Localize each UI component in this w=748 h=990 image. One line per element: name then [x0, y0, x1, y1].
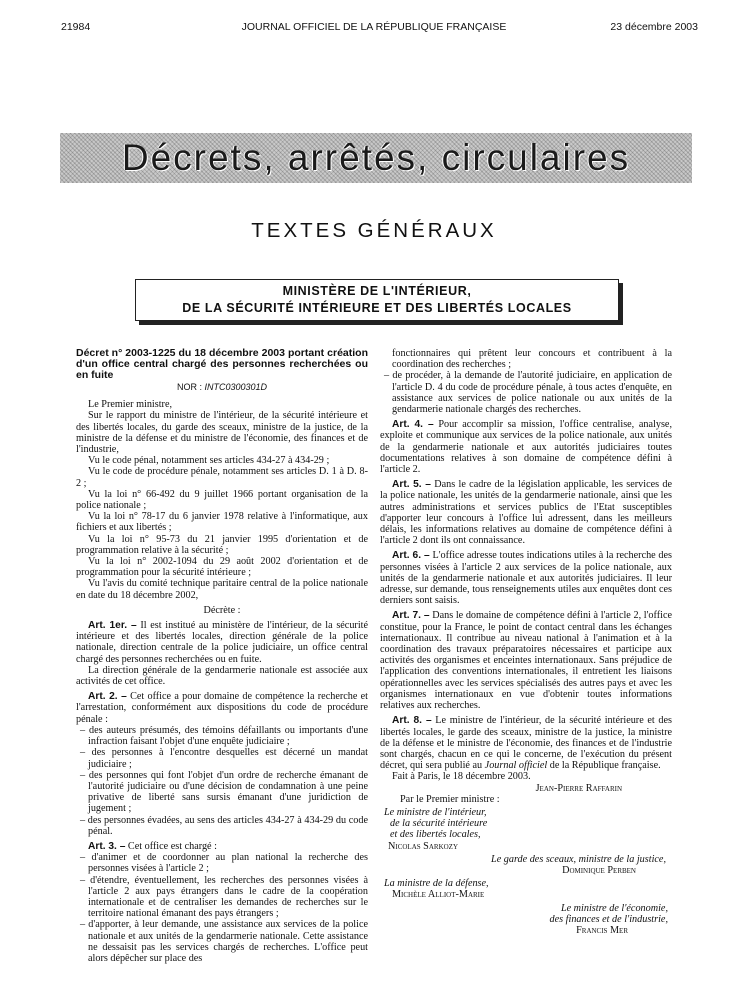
signatory-title: Le ministre de l'intérieur,: [384, 806, 487, 818]
article-text: Dans le cadre de la législation applicable, les services de la police nationale, les unités de la gendarmerie nationale, ainsi que les autres administrations et services publics de l'Etat susceptibles d'apporter leur concours à l'office lui adressent, dans les meilleurs délais, les informations relatives au domaine de compétence défini à l'article 2 dont ils ont connaissance.: [380, 479, 673, 547]
preamble-line: Vu la loi n° 95-73 du 21 janvier 1995 d'orientation et de programmation relative à la sécurité ;: [76, 533, 368, 556]
signatory-title: de la sécurité intérieure: [390, 818, 488, 830]
article-label: Art. 2. –: [88, 691, 127, 703]
list-continuation: fonctionnaires qui prêtent leur concours et contribuent à la coordination des recherches ;: [392, 348, 672, 371]
section-banner: [60, 133, 692, 183]
preamble-line: Le Premier ministre,: [88, 399, 173, 411]
ministry-line-2: DE LA SÉCURITÉ INTÉRIEURE ET DES LIBERTÉS LOCALES: [182, 301, 572, 315]
article-label: Art. 3. –: [88, 840, 126, 852]
nor-reference: [76, 382, 368, 393]
left-column: [76, 348, 368, 964]
ministry-box: [135, 279, 619, 321]
article-text: Pour accomplir sa mission, l'office centralise, analyse, exploite et communique aux services de la police nationale, aux unités de la gendarmerie nationale et aux autorités judiciaires toutes documentations relatives à son domaine de compétence défini à l'article 2.: [380, 419, 673, 476]
signature-block-economy: [380, 903, 672, 937]
article-8: [380, 715, 672, 771]
article-2: [76, 691, 368, 725]
signature-block-justice: [380, 854, 672, 876]
article-5: [380, 479, 672, 546]
list-item: – d'apporter, à leur demande, une assistance aux services de la police nationale et aux unités de la gendarmerie nationale. Cette assistance ne dessaisit pas les services chargés de recherches. L'office peut alors dépêcher sur place des: [80, 919, 368, 964]
preamble-line: Vu la loi n° 2002-1094 du 29 août 2002 d'orientation et de programmation pour la sécurité intérieure ;: [76, 556, 368, 579]
preamble-line: Vu le code de procédure pénale, notamment ses articles D. 1 à D. 8-2 ;: [76, 466, 368, 489]
preamble-line: Sur le rapport du ministre de l'intérieur, de la sécurité intérieure et des libertés locales, du garde des sceaux, ministre de la justice, de la ministre de la défense et du ministre de l'économie, des finances et de l'industrie,: [76, 410, 368, 456]
signatory-name: Dominique Perben: [562, 864, 636, 876]
article-4: [380, 419, 672, 475]
signatory-by: Par le Premier ministre :: [400, 793, 500, 805]
signatory-title: des finances et de l'industrie,: [549, 913, 668, 925]
signatory-name: Francis Mer: [576, 924, 628, 936]
preamble-line: Vu la loi n° 66-492 du 9 juillet 1966 portant organisation de la police nationale ;: [76, 488, 368, 512]
article-text: Le ministre de l'intérieur, de la sécurité intérieure et des libertés locales, le garde des sceaux, ministre de la justice, la ministre de la défense et le ministre de l'économie, des finances et de l'industrie sont chargés, chacun en ce qui le concerne, de l'exécution du présent décret, qui sera publié au: [380, 715, 672, 772]
list-item: – des personnes à l'encontre desquelles est décerné un mandat judiciaire ;: [80, 747, 368, 770]
article-text: Il est institué au ministère de l'intérieur, de la sécurité intérieure et des libertés locales, direction générale de la police nationale, direction centrale de la police judiciaire, un office central chargé des personnes recherchées ou en fuite.: [76, 620, 369, 665]
article-label: Art. 1er. –: [88, 620, 137, 632]
article-label: Art. 6. –: [392, 550, 430, 562]
article-6: [380, 550, 672, 606]
article-label: Art. 4. –: [392, 419, 434, 431]
article-label: Art. 7. –: [392, 610, 430, 622]
preamble-line: Vu l'avis du comité technique paritaire central de la police nationale en date du 18 décembre 2002,: [76, 578, 368, 601]
article-text: Dans le domaine de compétence défini à l'article 2, l'office constitue, pour la France, le point de contact central dans les échanges internationaux. Il contribue au niveau national à l'animation et à la coordination des travaux préparatoires nécessaires et participe aux activités des organismes et enceintes internationaux. Sans préjudice de l'application des conventions internationales, il entretient les liaisons opérationnelles avec les services spécialisés des autres pays et avec les organismes internationaux en vue d'obtenir toutes informations relatives aux recherches.: [380, 610, 672, 712]
decree-title: Décret n° 2003-1225 du 18 décembre 2003 portant création d'un office central chargé des personnes recherchées ou en fuite: [76, 347, 368, 381]
nor-value: INTC0300301D: [204, 382, 268, 392]
decrete-line: Décrète :: [203, 604, 241, 616]
issue-date: 23 décembre 2003: [610, 21, 698, 33]
signatory-pm: Jean-Pierre Raffarin: [535, 782, 622, 794]
done-at: Fait à Paris, le 18 décembre 2003.: [392, 771, 531, 783]
journal-name: Journal officiel: [484, 760, 548, 772]
signatory-title: Le ministre de l'économie,: [560, 902, 668, 914]
journal-title: JOURNAL OFFICIEL DE LA RÉPUBLIQUE FRANÇAISE: [241, 21, 507, 33]
banner-title: Décrets, arrêtés, circulaires: [121, 137, 631, 178]
list-item: – des personnes évadées, au sens des articles 434-27 à 434-29 du code pénal.: [80, 814, 368, 837]
article-label: Art. 5. –: [392, 479, 431, 491]
list-item: – des personnes qui font l'objet d'un ordre de recherche émanant de l'autorité judiciaire ou d'une décision de condamnation à une peine privative de liberté sans sursis émanant d'une juridiction de jugement ;: [80, 769, 368, 815]
section-title: TEXTES GÉNÉRAUX: [251, 219, 497, 242]
page-number: 21984: [61, 21, 91, 33]
nor-label: NOR :: [176, 382, 202, 392]
article-text: Cet office est chargé :: [127, 840, 217, 852]
list-item: – des auteurs présumés, des témoins défaillants ou importants d'une infraction faisant l'objet d'une enquête judiciaire ;: [80, 724, 368, 748]
signatory-name: Nicolas Sarkozy: [388, 840, 459, 852]
article-label: Art. 8. –: [392, 715, 432, 727]
signatory-name: Michèle Alliot-Marie: [392, 889, 485, 901]
article-3: [76, 841, 368, 852]
preamble-line: Vu le code pénal, notamment ses articles 434-27 à 434-29 ;: [88, 455, 330, 467]
list-item: – d'étendre, éventuellement, les recherches des personnes visées à l'article 2 aux pays étrangers dans le cadre de la coopération internationale et de centraliser les demandes de recherches sur le territoire national émanant des pays étrangers ;: [80, 874, 368, 920]
signature-block-defense: [384, 878, 672, 900]
signatory-title: La ministre de la défense,: [384, 878, 489, 890]
signatory-title: Le garde des sceaux, ministre de la justice,: [491, 853, 666, 865]
right-column: [380, 348, 672, 936]
article-7: [380, 610, 672, 711]
article-text: de la République française.: [549, 760, 661, 772]
article-1-paragraph: La direction générale de la gendarmerie nationale est associée aux activités de cet office.: [76, 664, 368, 688]
list-item: – d'animer et de coordonner au plan national la recherche des personnes visées à l'article 2 ;: [80, 852, 368, 875]
list-item: – de procéder, à la demande de l'autorité judiciaire, en application de l'article D. 4 du code de procédure pénale, à tous actes d'enquête, en assistance aux services de police nationale ou aux unités de la gendarmerie nationale chargés des recherches.: [384, 370, 672, 416]
ministry-line-1: MINISTÈRE DE L'INTÉRIEUR,: [282, 284, 472, 298]
article-1: [76, 620, 368, 665]
article-text: Cet office a pour domaine de compétence la recherche et l'arrestation, conformément aux dispositions du code de procédure pénale :: [76, 691, 368, 725]
signatory-title: et des libertés locales,: [390, 829, 481, 841]
preamble-line: Vu la loi n° 78-17 du 6 janvier 1978 relative à l'informatique, aux fichiers et aux libertés ;: [76, 511, 368, 534]
article-text: L'office adresse toutes indications utiles à la recherche des personnes visées à l'article 2 aux services de la police nationale, aux unités de la gendarmerie nationale et aux autorités judiciaires. Il leur adresse, sur demande, tous renseignements utiles aux enquêtes dont ces derniers sont saisis.: [380, 550, 673, 607]
signature-block-interior: [384, 807, 672, 852]
